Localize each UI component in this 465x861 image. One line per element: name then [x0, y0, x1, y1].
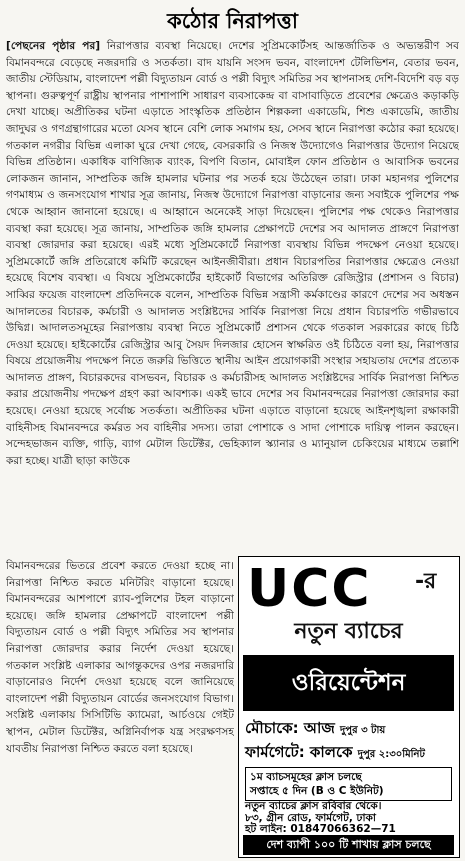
ad-brand-suffix: -র	[415, 569, 437, 594]
ad-orientation-band: ওরিয়েন্টেশন	[243, 655, 454, 711]
ad-box-line-2: সপ্তাহে ৫ দিন (B ও C ইউনিট)	[250, 785, 384, 797]
ucc-advertisement	[238, 556, 460, 858]
ad-hotline: হট লাইন: 01847066362—71	[245, 823, 396, 835]
ad-new-batch-start: নতুন ব্যাচের ক্লাস রবিবার থেকে।	[245, 800, 382, 812]
headline: কঠোর নিরাপত্তা	[167, 8, 298, 33]
ad-address: ৮৩, গ্রীন রোড, ফার্মগেট, ঢাকা	[245, 812, 376, 824]
ad-schedule-farmgate-label: ফার্মগেটে: কালকে	[245, 743, 353, 761]
ad-schedule-farmgate	[245, 741, 425, 766]
ad-schedule-moucak-time: দুপুর ৩ টায়	[340, 725, 386, 736]
article-body	[6, 38, 459, 558]
article-continuation: বিমানবন্দরের ভিতরে প্রবেশ করতে দেওয়া হচ্ছে না। নিরাপত্তা নিশ্চিত করতে মনিটরিং বাড়ানো হয়েছে। বিমানবন্দরের আশপাশে র‌্যাব-পুলিশের টহল বাড়ানো হয়েছে। জঙ্গি হামলার প্রেক্ষাপটে বাংলাদেশ পল্লী বিদ্যুতায়ন বোর্ড ও পল্লী বিদ্যুৎ সমিতির সব স্থাপনার নিরাপত্তা জোরদার করার নির্দেশ দেওয়া হয়েছে। গতকাল সংশ্লিষ্ট এলাকার আগন্তুকদের ওপর নজরদারি বাড়ানোরও নির্দেশ দেওয়া হয়েছে বলে জানিয়েছে বাংলাদেশ পল্লী বিদ্যুতায়ন বোর্ডের জনসংযোগ বিভাগ। সংশ্লিষ্ট এলাকায় সিসিটিভি ক্যামেরা, আর্চওয়ে গেইট স্থাপন, মেটাল ডিটেক্টর, অগ্নিনির্বাপক যন্ত্র সংরক্ষণসহ যাবতীয় নিরাপত্তা নিশ্চিত করতে বলা হয়েছে।	[6, 560, 234, 755]
ad-footer-band: দেশ ব্যাপী ১০০ টি শাখায় ক্লাস চলছে	[243, 835, 454, 855]
ad-schedule-moucak-label: মৌচাকে: আজ	[245, 719, 335, 737]
ad-new-batch: নতুন ব্যাচের	[294, 619, 403, 644]
ad-brand-logo: UCC	[247, 559, 372, 619]
ad-box-line-1: ১ম ব্যাচসমূহের ক্লাস চলছে	[250, 771, 362, 783]
article-text: নিরাপত্তার ব্যবস্থা নিয়েছে। দেশের সুপ্রিমকোর্টসহ আন্তর্জাতিক ও অভ্যন্তরীণ সব বিমানবন্দরে বেড়েছে নজরদারি ও সতর্কতা। বাদ যায়নি সংসদ ভবন, বাংলাদেশ টেলিভিশন, বেতার ভবন, জাতীয় স্টেডিয়াম, বাংলাদেশ পল্লী বিদ্যুতায়ন বোর্ড ও পল্লী বিদ্যুৎ সমিতির সব স্থাপনাসহ দেশি-বিদেশি বড় বড় স্থাপনা। গুরুত্বপূর্ণ রাষ্ট্রীয় স্থাপনার পাশাপাশি সাধারণ ব্যবসাকেন্দ্র বা বাসাবাড়িতে প্রবেশের ক্ষেত্রেও কড়াকড়ি দেখা যাচ্ছে। অপ্রীতিকর ঘটনা এড়াতে সাংস্কৃতিক প্রতিষ্ঠান শিল্পকলা একাডেমি, শিশু একাডেমি, জাতীয় জাদুঘর ও গণগ্রন্থাগারের মতো যেসব স্থানে বেশি লোক সমাগম হয়, সেসব স্থানে নিরাপত্তা কঠোর করা হয়েছে। গতকাল নগরীর বিভিন্ন এলাকা ঘুরে দেখা গেছে, বেসরকারি ও নিজস্ব উদ্যোগেও নিরাপত্তার উদ্যোগ নিয়েছে বিভিন্ন প্রতিষ্ঠান। একাধিক বাণিজ্যিক ব্যাংক, বিপণি বিতান, মোবাইল ফোন প্রতিষ্ঠান ও আবাসিক ভবনের লোকজন জানান, সাম্প্রতিক জঙ্গি হামলার ঘটনার পর সতর্ক হয়ে উঠেছেন তারা। ঢাকা মহানগর পুলিশের গণমাধ্যম ও জনসংযোগ শাখার সূত্র জানায়, নিজস্ব উদ্যোগে নিরাপত্তা বাড়ানোর জন্য সবাইকে পুলিশের পক্ষ থেকে আহ্বান জানানো হয়েছে। এ আহ্বানে অনেকেই সাড়া দিয়েছেন। পুলিশের পক্ষ থেকেও নিরাপত্তার ব্যবস্থা করা হয়েছে। সূত্র জানায়, সাম্প্রতিক জঙ্গি হামলার প্রেক্ষাপটে দেশের সব আদালত প্রাঙ্গণে নিরাপত্তা ব্যবস্থা জোরদার করা হয়েছে। এরই মধ্যে সুপ্রিমকোর্টে নিরাপত্তা ব্যবস্থায় বিভিন্ন পদক্ষেপ নেওয়া হয়েছে। সুপ্রিমকোর্টে জঙ্গি প্রতিরোধে কমিটি করেছেন আইনজীবীরা। প্রধান বিচারপতির নিরাপত্তার ক্ষেত্রেও নেওয়া হয়েছে বিশেষ ব্যবস্থা। এ বিষয়ে সুপ্রিমকোর্টের হাইকোর্ট বিভাগের অতিরিক্ত রেজিস্ট্রার (প্রশাসন ও বিচার) সাব্বির ফয়েজ বাংলাদেশ প্রতিদিনকে বলেন, সাম্প্রতিক বিভিন্ন সন্ত্রাসী কর্মকাণ্ডের কারণে দেশের সব অধস্তন আদালতের বিচারক, কর্মচারী ও আদালত সংশ্লিষ্টদের সার্বিক নিরাপত্তা নিয়ে প্রধান বিচারপতি গভীরভাবে উদ্বিগ্ন। আদালতসমূহের নিরাপত্তায় ব্যবস্থা নিতে সুপ্রিমকোর্ট প্রশাসন থেকে গতকাল সরকারের কাছে চিঠি দেওয়া হয়েছে। হাইকোর্টের রেজিস্ট্রার আবু সৈয়দ দিলজার হোসেন স্বাক্ষরিত ওই চিঠিতে বলা হয়, নিরাপত্তার বিষয়ে প্রয়োজনীয় পদক্ষেপ নিতে জরুরি ভিত্তিতে স্থানীয় আইন প্রয়োগকারী সংস্থার সহায়তায় দেশের প্রত্যেক আদালত প্রাঙ্গণ, বিচারকদের বাসভবন, বিচারক ও কর্মচারীসহ আদালত সংশ্লিষ্টদের সার্বিক নিরাপত্তা নিশ্চিত করার প্রয়োজনীয় পদক্ষেপ গ্রহণ করা আবশ্যক। একই ভাবে দেশের সব বিমানবন্দরের নিরাপত্তা জোরদার করা হয়েছে। নেওয়া হয়েছে সর্বোচ্চ সতর্কতা। অপ্রীতিকর ঘটনা এড়াতে বাড়ানো হয়েছে আইনশৃঙ্খলা রক্ষাকারী বাহিনীসহ বিমানবন্দরে কর্মরত সব বাহিনীর সদস্য। তারা পোশাকে ও সাদা পোশাকে দায়িত্ব পালন করছেন। সন্দেহভাজন ব্যক্তি, গাড়ি, ব্যাগ মেটাল ডিটেক্টর, ভেহিক্যাল স্ক্যানার ও ম্যানুয়াল চেকিংয়ের মাধ্যমে তল্লাশি করা হচ্ছে। যাত্রী ছাড়া কাউকে	[6, 40, 459, 467]
continued-from-label: [পেছনের পৃষ্ঠার পর]	[6, 40, 101, 52]
ad-class-info-box	[245, 767, 452, 801]
ad-schedule-moucak	[245, 717, 385, 742]
ad-schedule-farmgate-time: দুপুর ২:৩০মিনিট	[357, 749, 425, 760]
